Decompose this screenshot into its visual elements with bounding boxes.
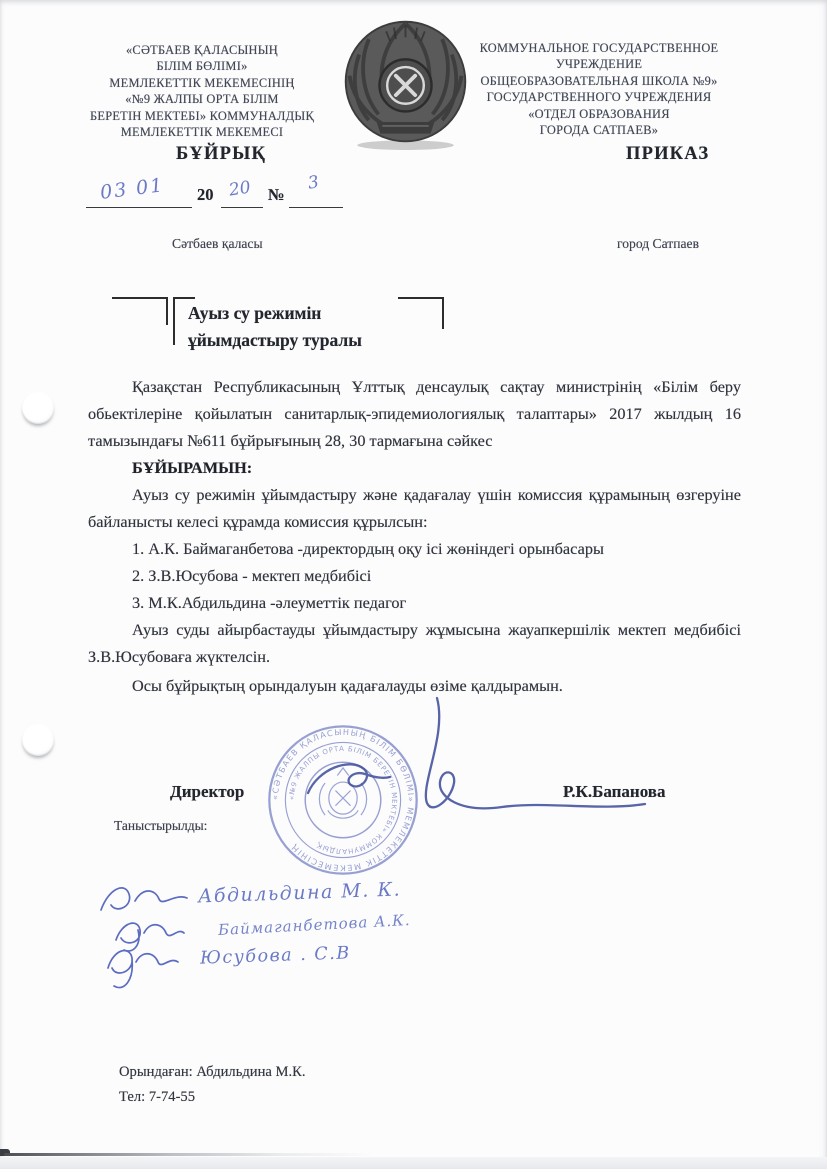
ack-name-1: Абдильдина М. К. — [197, 878, 402, 908]
acquainted-label: Таныстырылды: — [114, 818, 208, 833]
punch-hole-top — [22, 392, 54, 424]
phone-line: Тел: 7-74-55 — [119, 1089, 196, 1105]
list-item: 2. З.В.Юсубова - мектеп медбибісі — [132, 566, 372, 585]
corner-mark-left — [112, 297, 168, 325]
place-russian: город Сатпаев — [617, 236, 700, 251]
ack-name-2: Баймаганбетова А.К. — [217, 910, 411, 940]
order-title-russian: ПРИКАЗ — [626, 144, 710, 164]
year-prefix: 20 — [197, 185, 214, 204]
org-line: ГОСУДАРСТВЕННОГО УЧРЕЖДЕНИЯ — [486, 90, 712, 105]
order-word: БҰЙЫРАМЫН: — [132, 458, 253, 477]
org-line: «№9 ЖАЛПЫ ОРТА БІЛІМ — [125, 92, 279, 107]
director-name: Р.К.Бапанова — [563, 782, 666, 801]
stamp-inner-text: «№9 ЖАЛПЫ ОРТА БІЛІМ БЕРЕТІН МЕКТЕБІ» КОММУНАЛДЫҚ — [287, 744, 399, 856]
paragraph-responsibility: Ауыз суды айырбастауды ұйымдастыру жұмысына жауапкершілік мектеп медбибісі З.В.Юсубоваға жүктелсін. — [88, 620, 741, 666]
list-item: 1. А.К. Баймаганбетова -директордың оқу ісі жөніндегі орынбасары — [132, 539, 604, 558]
number-underline — [289, 206, 343, 208]
stamp-ring-text: «СӘТБАЕВ ҚАЛАСЫНЫҢ БІЛІМ БӨЛІМІ» МЕМЛЕКЕТТІК МЕКЕМЕСІНІҢ — [269, 726, 417, 874]
org-line: КОММУНАЛЬНОЕ ГОСУДАРСТВЕННОЕ — [479, 41, 719, 55]
org-line: «СӘТБАЕВ ҚАЛАСЫНЫҢ — [125, 43, 279, 57]
order-subject — [188, 300, 362, 354]
org-line: БІЛІМ БӨЛІМІ» — [156, 59, 248, 74]
subject-line: ұйымдастыру туралы — [188, 330, 362, 350]
org-line: БЕРЕТІН МЕКТЕБІ» КОММУНАЛДЫҚ — [90, 108, 314, 123]
director-role-label: Директор — [170, 782, 245, 801]
paragraph-control: Осы бұйрықтың орындалуын қадағалауды өзіме қалдырамын. — [132, 676, 563, 695]
date-underline — [86, 206, 192, 208]
ack-signature-3 — [100, 938, 190, 993]
org-name-kazakh — [68, 42, 336, 140]
year-underline — [221, 206, 263, 208]
org-line: УЧРЕЖДЕНИЕ — [555, 57, 643, 72]
order-body — [88, 373, 741, 699]
punch-hole-bottom — [22, 724, 54, 756]
org-line: МЕМЛЕКЕТТІК МЕКЕМЕСІ — [120, 125, 284, 140]
handwritten-date: 03 01 — [98, 174, 166, 204]
org-line: МЕМЛЕКЕТТІК МЕКЕМЕСІНІҢ — [109, 75, 295, 90]
org-line: ОБЩЕОБРАЗОВАТЕЛЬНАЯ ШКОЛА №9» — [480, 73, 718, 88]
handwritten-year: 20 — [227, 177, 253, 201]
scan-bottom-band — [0, 1157, 827, 1169]
org-name-russian — [450, 40, 748, 138]
list-item: 3. М.К.Абдильдина -әлеуметтік педагог — [132, 593, 407, 612]
director-signature — [270, 685, 660, 830]
order-title-kazakh: БҰЙРЫҚ — [176, 144, 267, 164]
org-line: «ОТДЕЛ ОБРАЗОВАНИЯ — [528, 106, 670, 121]
executor-line: Орындаған: Абдильдина М.К. — [119, 1064, 306, 1080]
org-line: ГОРОДА САТПАЕВ» — [539, 123, 659, 138]
subject-line: Ауыз су режимін — [188, 303, 322, 323]
ack-name-3: Юсубова . С.В — [199, 943, 351, 969]
handwritten-number: 3 — [306, 172, 321, 194]
paragraph-commission: Ауыз су режимін ұйымдастыру және қадағалау үшін комиссия құрамының өзгеруіне байланысты келесі құрамда комиссия құрылсын: — [88, 485, 741, 531]
number-sign: № — [268, 185, 285, 204]
scan-bottom-line — [4, 1153, 374, 1156]
place-kazakh: Сәтбаев қаласы — [172, 236, 263, 251]
corner-mark-close — [398, 297, 444, 329]
paragraph-legal-basis: Қазақстан Республикасының Ұлттық денсаулық сақтау министрінің «Білім беру обьектілеріне қойылатын санитарлық-эпидемиологиялық талаптары» 2017 жылдың 16 тамызындағы №611 бұйрығының 28, 30 тармағына сәйкес — [88, 377, 741, 450]
